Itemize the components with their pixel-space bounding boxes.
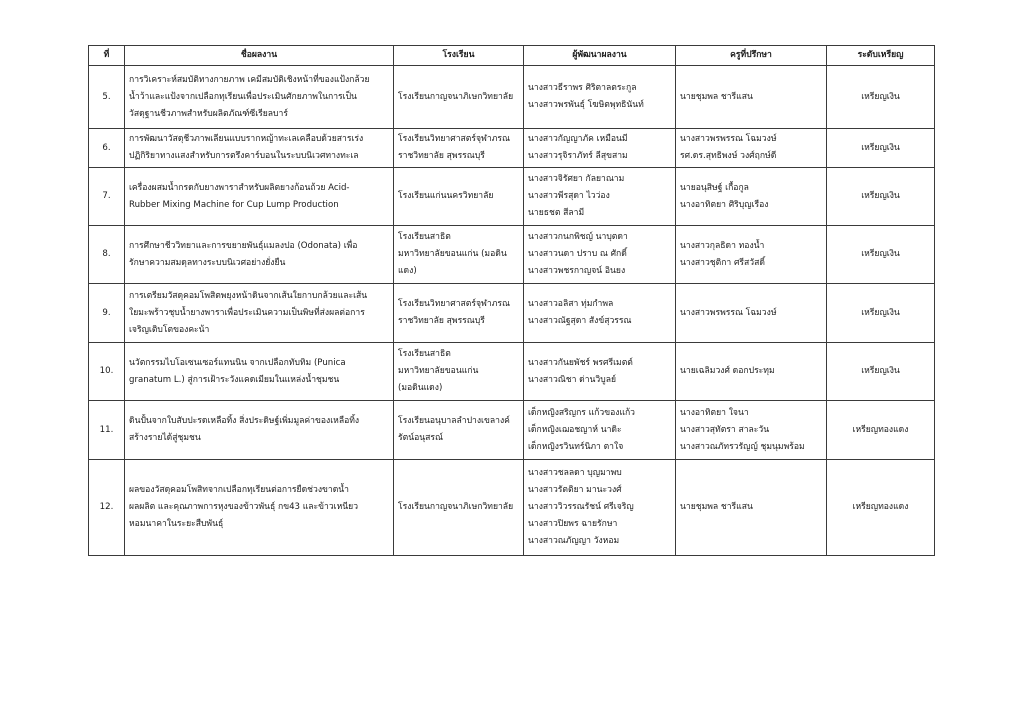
cell-school xyxy=(394,401,524,460)
cell-award: เหรียญเงิน xyxy=(827,284,935,343)
cell-award: เหรียญเงิน xyxy=(827,226,935,284)
cell-title-line: สร้างรายได้สู่ชุมชน xyxy=(129,433,201,443)
header-no: ที่ xyxy=(89,46,125,66)
cell-advisors-line: นางสาวชุติกา ศรีสวัสดิ์ xyxy=(680,257,765,268)
cell-title-line: รักษาความสมดุลทางระบบนิเวศอย่างยั่งยืน xyxy=(129,257,286,268)
cell-title xyxy=(125,284,394,343)
cell-title-line: การวิเคราะห์สมบัติทางกายภาพ เคมีสมบัติเชิงหน้าที่ของแป้งกล้วย xyxy=(129,74,370,85)
cell-developers-line: นางสาวพีรสุดา ไวว่อง xyxy=(528,191,610,201)
cell-title-line: เครื่องผสมน้ำกรดกับยางพาราสำหรับผลิตยางก้อนถ้วย Acid- xyxy=(129,182,350,193)
cell-school xyxy=(394,284,524,343)
cell-developers-line: นางสาวนดา ปราบ ณ ศักดิ์ xyxy=(528,249,627,259)
header-developers: ผู้พัฒนาผลงาน xyxy=(524,46,676,66)
cell-developers xyxy=(524,401,676,460)
cell-advisors-line: นายชุมพล ชารีแสน xyxy=(680,502,753,512)
cell-advisors-line: นางสาวพรพรรณ โฉมวงษ์ xyxy=(680,134,777,144)
cell-award: เหรียญเงิน xyxy=(827,66,935,129)
cell-title-line: ดินปั้นจากใบสับปะรดเหลือทิ้ง สิ่งประดิษฐ์เพิ่มมูลค่าของเหลือทิ้ง xyxy=(129,416,360,426)
cell-no: 10. xyxy=(89,343,125,401)
cell-developers-line: เด็กหญิงรวินทร์นิภา ตาใจ xyxy=(528,441,624,452)
cell-developers-line: นางสาวณัฐสุดา สังข์สุวรรณ xyxy=(528,316,632,326)
cell-award: เหรียญเงิน xyxy=(827,129,935,168)
cell-developers-line: นางสาวรัตติยา มานะวงศ์ xyxy=(528,485,622,495)
cell-no: 9. xyxy=(89,284,125,343)
cell-advisors xyxy=(676,401,827,460)
cell-developers xyxy=(524,343,676,401)
cell-title-line: วัสดุฐานชีวภาพสำหรับผลิตภัณฑ์ซีเรียลบาร์ xyxy=(129,108,288,119)
cell-award: เหรียญทองแดง xyxy=(827,401,935,460)
cell-title-line: หอมนาคาในระยะสืบพันธุ์ xyxy=(129,519,224,529)
cell-developers-line: นางสาวพชรกาญจน์ อินยง xyxy=(528,266,626,276)
cell-advisors xyxy=(676,129,827,168)
cell-title-line: นวัตกรรมไบโอเซนเซอร์แทนนิน จากเปลือกทับทิม (Punica xyxy=(129,357,346,368)
cell-school-line: (มอดินแดง) xyxy=(398,383,443,393)
cell-title xyxy=(125,129,394,168)
cell-school-line: โรงเรียนกาญจนาภิเษกวิทยาลัย xyxy=(398,502,514,512)
header-school: โรงเรียน xyxy=(394,46,524,66)
cell-advisors-line: นางสาวพรพรรณ โฉมวงษ์ xyxy=(680,307,777,318)
cell-developers-line: นางสาวพรพันธุ์ โฆษิตพุทธินันท์ xyxy=(528,100,644,110)
cell-advisors xyxy=(676,343,827,401)
cell-advisors-line: นางอาทิตยา ศิริบุญเรือง xyxy=(680,199,769,210)
cell-school-line: ราชวิทยาลัย สุพรรณบุรี xyxy=(398,316,485,326)
cell-school-line: รัตน์อนุสรณ์ xyxy=(398,433,443,443)
cell-school-line: โรงเรียนสาธิต xyxy=(398,349,451,359)
header-title: ชื่อผลงาน xyxy=(125,46,394,66)
cell-developers xyxy=(524,226,676,284)
table-row xyxy=(89,226,935,284)
table-row xyxy=(89,66,935,129)
cell-developers-line: นางสาวกันยพัชร์ พรศรีเมตต์ xyxy=(528,357,633,368)
cell-developers xyxy=(524,66,676,129)
cell-title-line: Rubber Mixing Machine for Cup Lump Production xyxy=(129,199,339,210)
cell-title-line: ปฏิกิริยาทางแสงสำหรับการตรึงคาร์บอนในระบบนิเวศทางทะเล xyxy=(129,151,359,161)
cell-developers-line: นางสาวอลิสา ทุ่มกำพล xyxy=(528,299,614,309)
cell-no: 8. xyxy=(89,226,125,284)
cell-advisors-line: นางสาวกุลธิดา ทองน้ำ xyxy=(680,240,765,251)
cell-school-line: โรงเรียนอนุบาลลำปางเขลางค์ xyxy=(398,416,510,426)
cell-advisors xyxy=(676,168,827,226)
cell-title-line: การศึกษาชีววิทยาและการขยายพันธุ์แมลงปอ (Odonata) เพื่อ xyxy=(129,240,358,251)
cell-title-line: ใยมะพร้าวชุบน้ำยางพาราเพื่อประเมินความเป็นพิษที่ส่งผลต่อการ xyxy=(129,307,365,318)
header-advisors: ครูที่ปรึกษา xyxy=(676,46,827,66)
cell-school-line: โรงเรียนวิทยาศาสตร์จุฬาภรณ xyxy=(398,299,510,309)
cell-title-line: เจริญเติบโตของคะน้า xyxy=(129,324,210,335)
table-row xyxy=(89,129,935,168)
cell-advisors-line: นางสาวสุทัตรา สาละวัน xyxy=(680,424,770,435)
cell-award: เหรียญทองแดง xyxy=(827,460,935,556)
cell-advisors xyxy=(676,226,827,284)
cell-no: 7. xyxy=(89,168,125,226)
cell-school-line: มหาวิทยาลัยขอนแก่น xyxy=(398,366,479,376)
cell-title-line: ผลของวัสดุคอมโพสิทจากเปลือกทุเรียนต่อการยืดช่วงขาดน้ำ xyxy=(129,485,350,495)
cell-advisors-line: นายอนุสิษฐ์ เกื้อกูล xyxy=(680,182,749,193)
table-row xyxy=(89,284,935,343)
cell-developers xyxy=(524,460,676,556)
cell-developers-line: นางสาวจิรัศยา กัลยาณาม xyxy=(528,174,625,184)
cell-advisors xyxy=(676,460,827,556)
cell-school-line: โรงเรียนสาธิต xyxy=(398,232,451,242)
cell-title xyxy=(125,226,394,284)
cell-title-line: ผลผลิต และคุณภาพการหุงของข้าวพันธุ์ กข43 และข้าวเหนียว xyxy=(129,502,359,512)
cell-developers-line: เด็กหญิงสริญกร แก้วของแก้ว xyxy=(528,407,636,418)
cell-no: 11. xyxy=(89,401,125,460)
cell-advisors-line: นางสาวณภัทรวรัญญ์ ชุมนุมพร้อม xyxy=(680,441,805,452)
cell-advisors-line: นายชุมพล ชารีแสน xyxy=(680,91,753,102)
cell-developers xyxy=(524,284,676,343)
table-row xyxy=(89,401,935,460)
cell-developers-line: นางสาวปิยพร ฉายรักษา xyxy=(528,519,618,529)
header-award: ระดับเหรียญ xyxy=(827,46,935,66)
cell-no: 12. xyxy=(89,460,125,556)
cell-school-line: โรงเรียนกาญจนาภิเษกวิทยาลัย xyxy=(398,91,514,102)
cell-title xyxy=(125,401,394,460)
cell-developers-line: นางสาวกัญญาภัค เหมือนมี xyxy=(528,134,628,144)
cell-developers-line: นางสาวกนกพิชญ์ นาบุตดา xyxy=(528,232,628,242)
cell-title xyxy=(125,460,394,556)
cell-no: 5. xyxy=(89,66,125,129)
results-table xyxy=(88,45,935,556)
cell-developers-line: นางสาวรุจิราภัทร์ ลีสุขสาม xyxy=(528,151,628,161)
cell-title-line: การเตรียมวัสดุคอมโพสิตพยุงหน้าดินจากเส้นใยกาบกล้วยและเส้น xyxy=(129,290,368,301)
cell-developers-line: นางสาวชลลดา บุญมาพบ xyxy=(528,468,622,478)
cell-developers xyxy=(524,129,676,168)
cell-title xyxy=(125,343,394,401)
cell-school-line: มหาวิทยาลัยขอนแก่น (มอดิน xyxy=(398,249,507,259)
cell-school-line: แดง) xyxy=(398,266,417,276)
header-row xyxy=(89,46,935,66)
cell-advisors xyxy=(676,284,827,343)
cell-advisors-line: นางอาทิตยา ใจนา xyxy=(680,407,749,418)
table-row xyxy=(89,168,935,226)
cell-developers-line: นางสาวธีราพร ศิริตาลตระกูล xyxy=(528,83,637,93)
cell-title xyxy=(125,168,394,226)
cell-developers-line: นางสาววิวรรณรัชน์ ศรีเจริญ xyxy=(528,502,634,512)
cell-developers-line: นางสาวณภัญญา วังหอม xyxy=(528,536,620,546)
table-row xyxy=(89,460,935,556)
cell-title xyxy=(125,66,394,129)
cell-school-line: โรงเรียนวิทยาศาสตร์จุฬาภรณ xyxy=(398,134,510,144)
cell-school xyxy=(394,66,524,129)
cell-award: เหรียญเงิน xyxy=(827,343,935,401)
cell-school-line: โรงเรียนแก่นนครวิทยาลัย xyxy=(398,191,494,201)
cell-school xyxy=(394,226,524,284)
cell-no: 6. xyxy=(89,129,125,168)
cell-title-line: น้ำว้าและแป้งจากเปลือกทุเรียนเพื่อประเมินศักยภาพในการเป็น xyxy=(129,91,357,102)
cell-advisors-line: รศ.ดร.สุทธิพงษ์ วงศ์ฤกษ์ดี xyxy=(680,151,777,161)
cell-developers-line: นายธชต สีลามี xyxy=(528,208,585,218)
cell-school xyxy=(394,460,524,556)
cell-advisors-line: นายเฉลิมวงศ์ ดอกประทุม xyxy=(680,366,775,376)
cell-title-line: granatum L.) สู่การเฝ้าระวังแคดเมียมในแหล่งน้ำชุมชน xyxy=(129,374,340,385)
cell-advisors xyxy=(676,66,827,129)
cell-school xyxy=(394,343,524,401)
cell-school xyxy=(394,168,524,226)
cell-award: เหรียญเงิน xyxy=(827,168,935,226)
table-row xyxy=(89,343,935,401)
cell-developers-line: เด็กหญิงเฌอชญาห์ นาดิะ xyxy=(528,424,622,435)
cell-school-line: ราชวิทยาลัย สุพรรณบุรี xyxy=(398,151,485,161)
table-body xyxy=(89,66,935,556)
cell-developers-line: นางสาวณิชา ด่านวิบูลย์ xyxy=(528,374,617,385)
cell-developers xyxy=(524,168,676,226)
cell-title-line: การพัฒนาวัสดุชีวภาพเลียนแบบรากหญ้าทะเลเคลือบด้วยสารเร่ง xyxy=(129,134,364,144)
cell-school xyxy=(394,129,524,168)
